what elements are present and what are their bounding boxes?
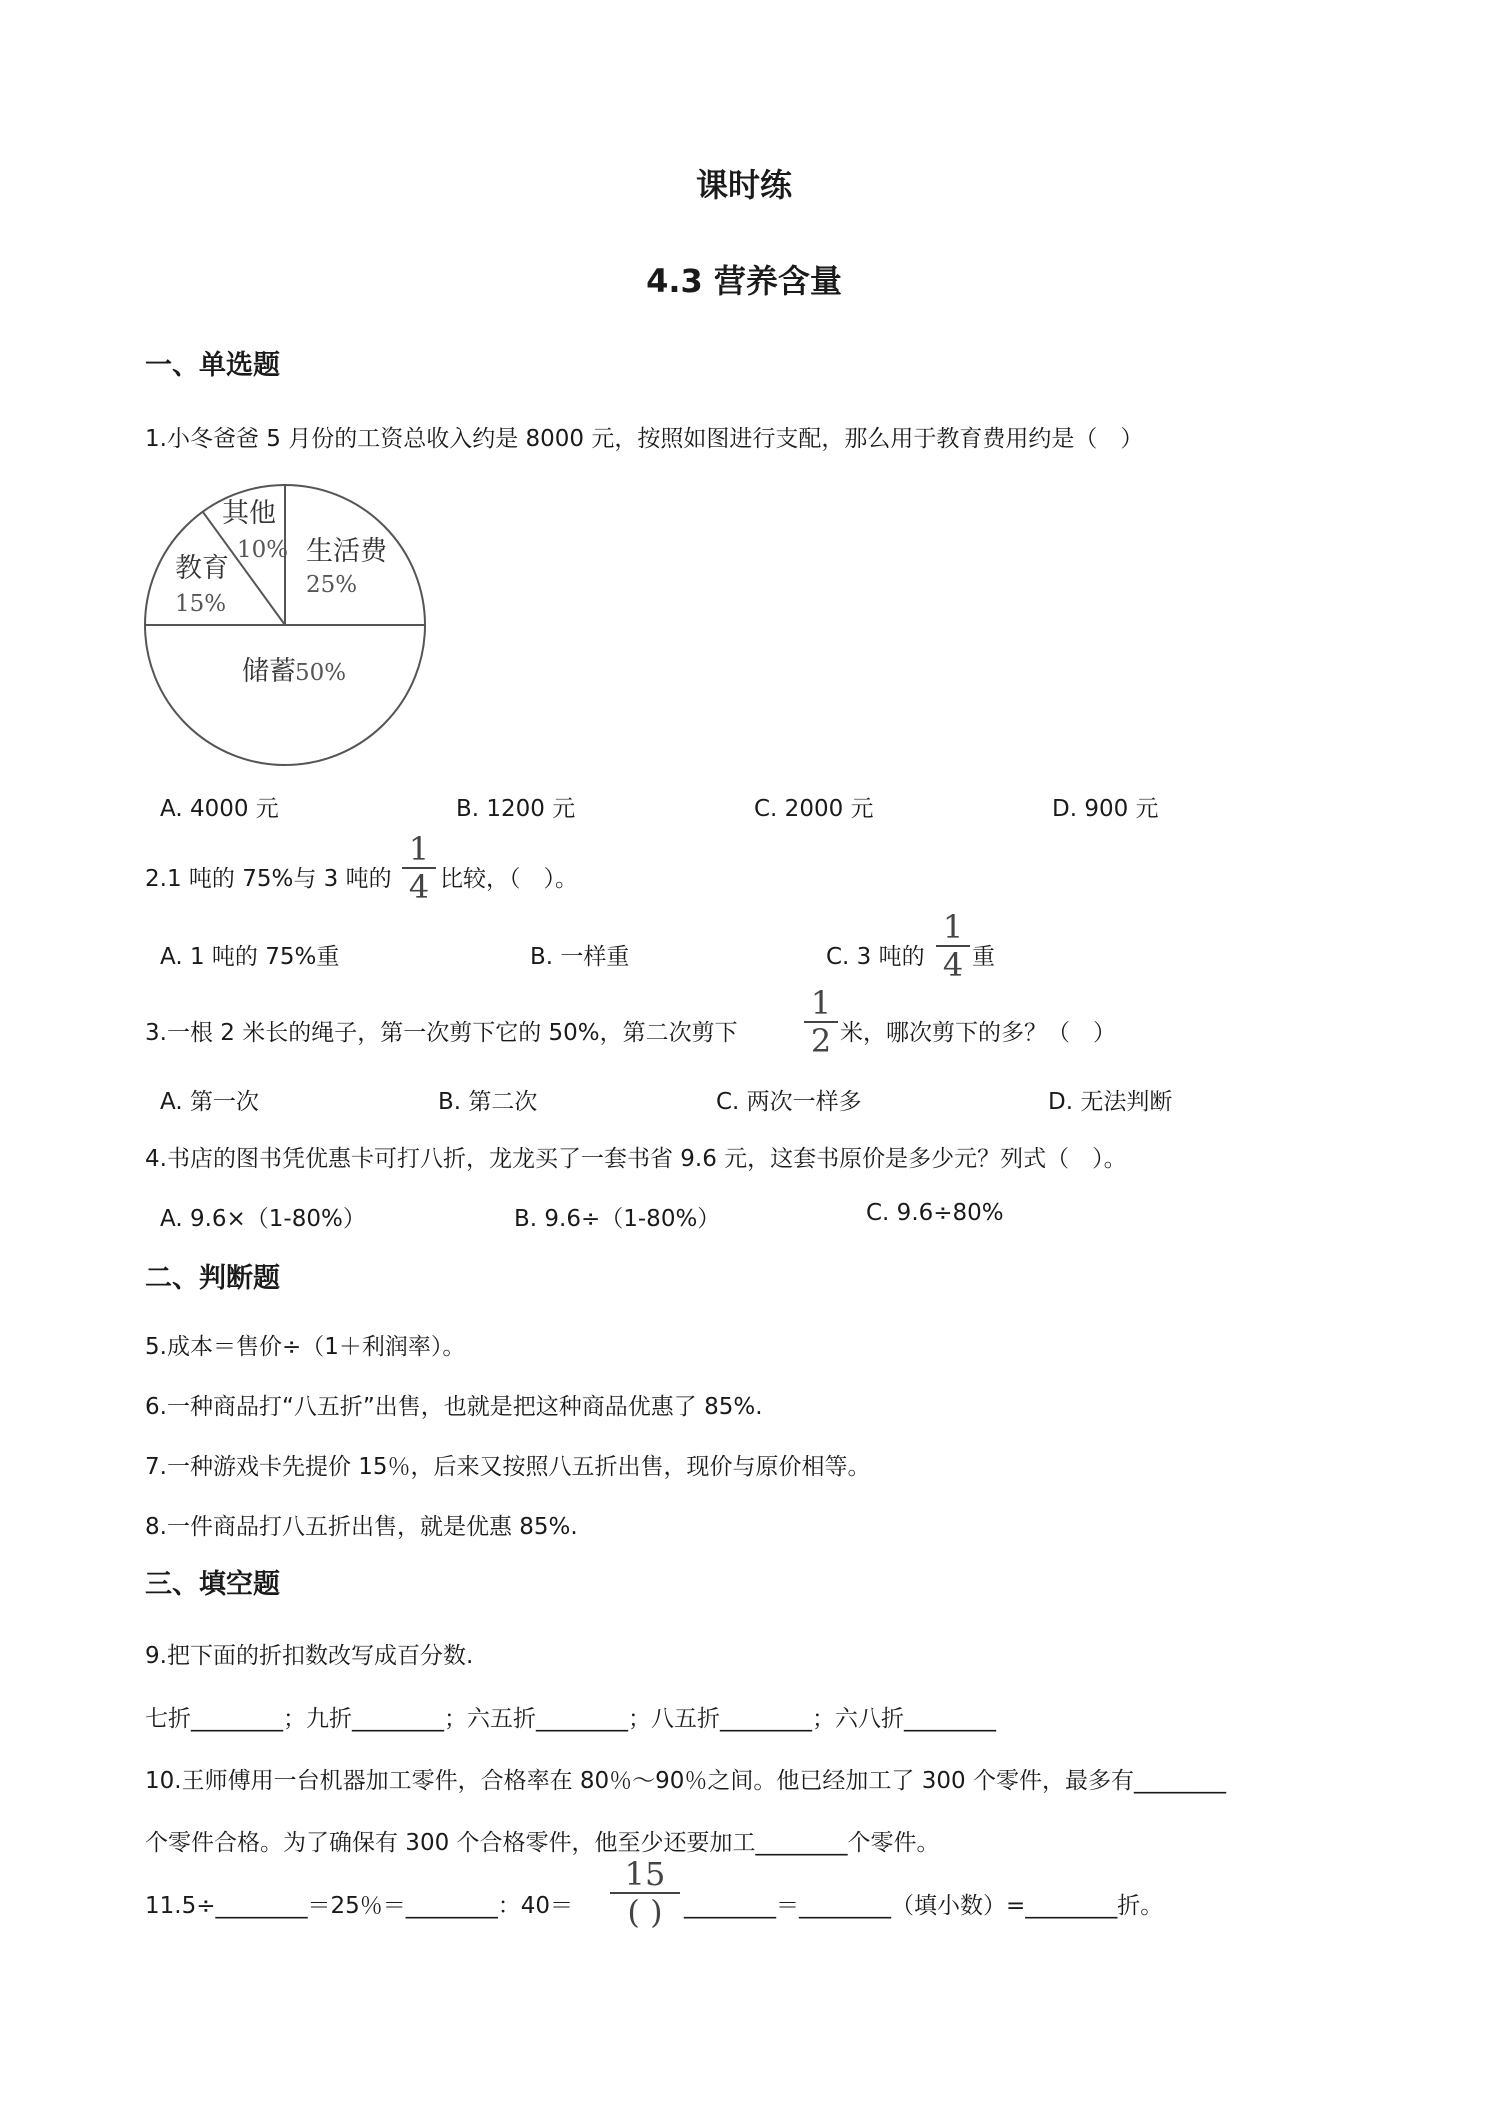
q3-option-a[interactable]: A. 第一次 — [160, 1089, 259, 1115]
question-9-blanks[interactable]: 七折________；九折________；六五折________；八五折________；六八折________ — [145, 1706, 996, 1732]
q1-option-b[interactable]: B. 1200 元 — [456, 796, 576, 822]
section-heading-fill-blank: 三、填空题 — [145, 1569, 280, 1600]
q3-option-d[interactable]: D. 无法判断 — [1048, 1089, 1173, 1115]
question-2-text-after: 比较，（ ）。 — [440, 866, 578, 892]
q11-fraction-denominator: ( ) — [627, 1893, 663, 1931]
q2-option-c-fraction — [936, 910, 970, 982]
q2-option-c[interactable]: C. 3 吨的 — [826, 944, 925, 970]
question-10-line-1[interactable]: 10.王师傅用一台机器加工零件，合格率在 80％～90％之间。他已经加工了 300 个零件，最多有________ — [145, 1768, 1226, 1794]
q1-option-c[interactable]: C. 2000 元 — [754, 796, 874, 822]
q1-option-d[interactable]: D. 900 元 — [1052, 796, 1159, 822]
q2-fraction — [402, 832, 436, 904]
pie-pct-other: 10% — [237, 537, 289, 563]
pie-label-savings: 储蓄 — [242, 656, 296, 687]
question-9-text: 9.把下面的折扣数改写成百分数. — [145, 1643, 474, 1669]
q2-fraction-numerator: 1 — [408, 830, 430, 868]
question-11-text-after[interactable]: ________＝________（填小数）=________折。 — [684, 1893, 1164, 1919]
page-title: 课时练 — [695, 166, 792, 204]
question-11-text-before[interactable]: 11.5÷________＝25％＝________：40＝ — [145, 1893, 574, 1919]
q11-fraction — [610, 1857, 680, 1929]
q2-option-a[interactable]: A. 1 吨的 75%重 — [160, 944, 340, 970]
q4-option-b[interactable]: B. 9.6÷（1-80%） — [514, 1206, 721, 1232]
q4-option-c[interactable]: C. 9.6÷80% — [866, 1200, 1004, 1226]
pie-pct-savings: 50% — [295, 660, 347, 686]
question-5-text: 5.成本＝售价÷（1＋利润率）。 — [145, 1334, 466, 1360]
question-1-text: 1.小冬爸爸 5 月份的工资总收入约是 8000 元，按照如图进行支配，那么用于教育费用约是（ ） — [145, 426, 1144, 452]
q3-option-b[interactable]: B. 第二次 — [438, 1089, 538, 1115]
question-7-text: 7.一种游戏卡先提价 15％，后来又按照八五折出售，现价与原价相等。 — [145, 1454, 871, 1480]
pie-chart — [140, 480, 430, 770]
q2-optc-fraction-denominator: 4 — [942, 946, 964, 984]
q2-option-b[interactable]: B. 一样重 — [530, 944, 630, 970]
question-4-text: 4.书店的图书凭优惠卡可打八折，龙龙买了一套书省 9.6 元，这套书原价是多少元？列式（ ）。 — [145, 1146, 1127, 1172]
pie-pct-education: 15% — [175, 591, 227, 617]
section-heading-single-choice: 一、单选题 — [145, 350, 280, 381]
question-3-text-after: 米，哪次剪下的多？（ ） — [840, 1020, 1116, 1046]
question-3-text-before: 3.一根 2 米长的绳子，第一次剪下它的 50%，第二次剪下 — [145, 1020, 738, 1046]
q3-option-c[interactable]: C. 两次一样多 — [716, 1089, 862, 1115]
q1-option-a[interactable]: A. 4000 元 — [160, 796, 279, 822]
pie-label-education: 教育 — [175, 553, 229, 584]
q3-fraction — [804, 986, 838, 1058]
q2-option-c-suffix: 重 — [972, 944, 995, 970]
pie-pct-living: 25% — [306, 572, 358, 598]
question-6-text: 6.一种商品打“八五折”出售，也就是把这种商品优惠了 85%. — [145, 1394, 763, 1420]
q2-fraction-denominator: 4 — [408, 868, 430, 906]
question-8-text: 8.一件商品打八五折出售，就是优惠 85%. — [145, 1514, 578, 1540]
question-10-line-2[interactable]: 个零件合格。为了确保有 300 个合格零件，他至少还要加工________个零件。 — [145, 1830, 940, 1856]
q3-fraction-numerator: 1 — [810, 984, 832, 1022]
page-subtitle: 4.3 营养含量 — [646, 262, 842, 300]
q2-optc-fraction-numerator: 1 — [942, 908, 964, 946]
question-2-text-before: 2.1 吨的 75%与 3 吨的 — [145, 866, 392, 892]
pie-label-living: 生活费 — [306, 536, 387, 567]
q3-fraction-denominator: 2 — [810, 1022, 832, 1060]
pie-label-other: 其他 — [222, 498, 276, 529]
q4-option-a[interactable]: A. 9.6×（1-80%） — [160, 1206, 366, 1232]
q11-fraction-numerator: 15 — [624, 1855, 666, 1893]
section-heading-true-false: 二、判断题 — [145, 1263, 280, 1294]
